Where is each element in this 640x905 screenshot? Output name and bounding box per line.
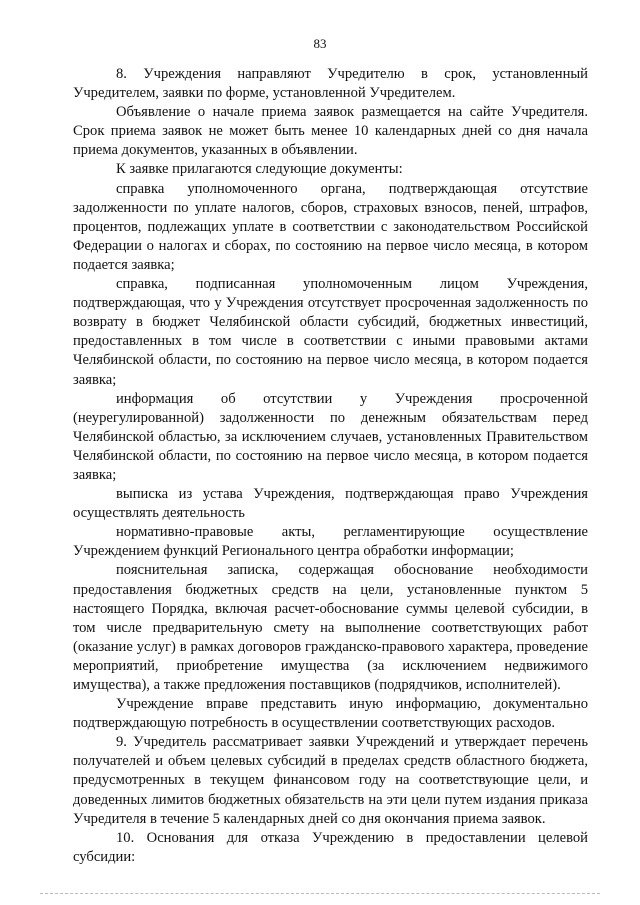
paragraph-debt-certificate: справка, подписанная уполномоченным лицом Учреждения, подтверждающая, что у Учреждения отсутствует просроченная задолженность по возврату в бюджет Челябинской области субсидий, бюджетных инвестиций, предоставленных в том числе в соответствии с иными правовыми актами Челябинской области, по состоянию на первое число месяца, в котором подается заявка;: [73, 276, 588, 388]
paragraph-item-8: 8. Учреждения направляют Учредителю в срок, установленный Учредителем, заявки по форме, установленной Учредителем.: [73, 66, 588, 102]
paragraph-item-9: 9. Учредитель рассматривает заявки Учреждений и утверждает перечень получателей и объем целевых субсидий в пределах средств областного бюджета, предусмотренных в текущем финансовом году на соответствующие цели, и доведенных лимитов бюджетных обязательств на эти цели путем издания приказа Учредителя в течение 5 календарных дней со дня окончания приема заявок.: [73, 734, 588, 827]
paragraph-regulations: нормативно-правовые акты, регламентирующие осуществление Учреждением функций Регионального центра обработки информации;: [73, 524, 588, 560]
paragraph-charter-extract: выписка из устава Учреждения, подтверждающая право Учреждения осуществлять деятельность: [73, 486, 588, 522]
paragraph-announcement: Объявление о начале приема заявок размещается на сайте Учредителя. Срок приема заявок не может быть менее 10 календарных дней со дня начала приема документов, указанных в объявлении.: [73, 104, 588, 159]
paragraph-tax-certificate: справка уполномоченного органа, подтверждающая отсутствие задолженности по уплате налогов, сборов, страховых взносов, пеней, штрафов, процентов, подлежащих уплате в соответствии с законодательством Российской Федерации о налогах и сборах, по состоянию на первое число месяца, в котором подается заявка;: [73, 180, 588, 273]
document-body: [73, 65, 588, 867]
paragraph-explanatory-note: пояснительная записка, содержащая обоснование необходимости предоставления бюджетных средств на цели, установленные пунктом 5 настоящего Порядка, включая расчет-обоснование суммы целевой субсидии, в том числе предварительную смету на выполнение соответствующих работ (оказание услуг) в рамках договоров гражданско-правового характера, проведение мероприятий, приобретение имущества (за исключением недвижимого имущества), а также предложения поставщиков (подрядчиков, исполнителей).: [73, 562, 588, 693]
page-number: 83: [313, 36, 327, 51]
paragraph-documents-intro: К заявке прилагаются следующие документы:: [116, 161, 403, 178]
paragraph-item-10: 10. Основания для отказа Учреждению в предоставлении целевой субсидии:: [73, 829, 588, 865]
paragraph-overdue-info: информация об отсутствии у Учреждения просроченной (неурегулированной) задолженности по денежным обязательствам перед Челябинской областью, за исключением случаев, установленных Правительством Челябинской области, по состоянию на первое число месяца, в котором подается заявка;: [73, 390, 588, 483]
paragraph-other-info: Учреждение вправе представить иную информацию, документально подтверждающую потребность в осуществлении соответствующих расходов.: [73, 696, 588, 732]
scan-edge-line: [40, 893, 600, 894]
